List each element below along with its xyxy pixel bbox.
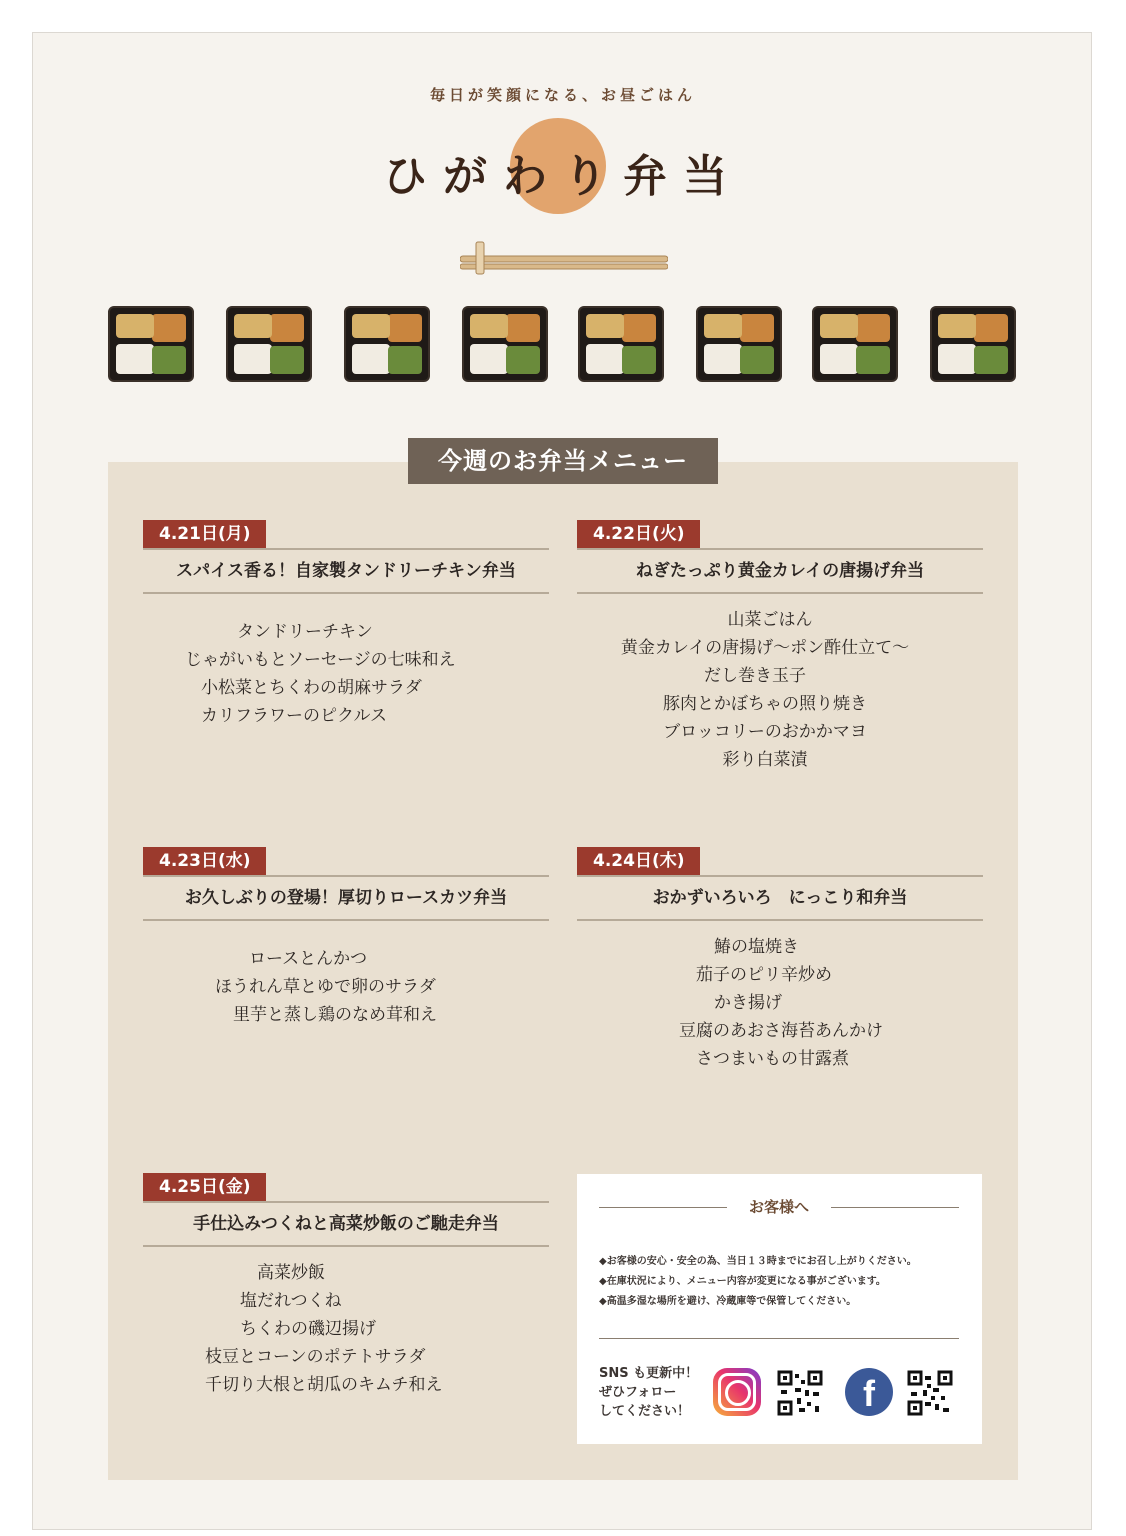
date-badge: 4.24日(木) [577,847,700,875]
divider [599,1338,959,1339]
date-badge: 4.25日(金) [143,1173,266,1201]
notice-line: ◆在庫状況により、メニュー内容が変更になる事がございます。 [599,1276,886,1287]
menu-item: ロースとんかつ [249,949,368,969]
day-card-tue [577,520,983,774]
menu-item: だし巻き玉子 [704,666,806,686]
bento-photo [344,306,430,382]
menu-item: 小松菜とちくわの胡麻サラダ [201,678,422,698]
menu-items [143,618,549,730]
bento-title: ねぎたっぷり黄金カレイの唐揚げ弁当 [577,550,983,594]
menu-item: 千切り大根と胡瓜のキムチ和え [205,1375,443,1395]
menu-item: 黄金カレイの唐揚げ～ポン酢仕立て～ [620,638,910,658]
menu-item: さつまいもの甘露煮 [696,1049,849,1069]
menu-item: 高菜炒飯 [257,1263,325,1283]
bento-photo [108,306,194,382]
bento-photo-strip [108,306,1018,392]
notice-heading: お客様へ [599,1196,959,1216]
menu-item: 茄子のピリ辛炒め [696,965,832,985]
menu-item: 山菜ごはん [727,610,813,630]
bento-photo [226,306,312,382]
menu-item: かき揚げ [714,993,782,1013]
bento-title: お久しぶりの登場！厚切りロースカツ弁当 [143,877,549,921]
menu-item: 豚肉とかぼちゃの照り焼き [663,694,867,714]
date-badge: 4.23日(水) [143,847,266,875]
logo-title: ひがわり弁当 [383,151,743,202]
instagram-qr-code[interactable] [777,1370,823,1416]
chopsticks-icon [460,240,668,276]
day-card-mon [143,520,549,730]
menu-item: 枝豆とコーンのポテトサラダ [205,1347,426,1367]
section-title: 今週のお弁当メニュー [408,438,718,484]
menu-item: ほうれん草とゆで卵のサラダ [215,977,436,997]
day-card-wed [143,847,549,1029]
tagline: 毎日が笑顔になる、お昼ごはん [429,86,696,104]
menu-item: 塩だれつくね [240,1291,342,1311]
menu-item: 里芋と蒸し鶏のなめ茸和え [233,1005,437,1025]
menu-item: じゃがいもとソーセージの七味和え [185,650,456,670]
sns-message [599,1364,719,1421]
menu-item: 鰆の塩焼き [714,937,799,957]
sns-line: SNS も更新中！ [599,1366,699,1381]
menu-items [143,1259,549,1399]
facebook-icon[interactable]: f [845,1368,893,1416]
notice-line: ◆高温多湿な場所を避け、冷蔵庫等で保管してください。 [599,1296,857,1307]
menu-item: 豆腐のあおさ海苔あんかけ [679,1021,883,1041]
day-card-thu [577,847,983,1073]
day-card-fri [143,1173,549,1399]
bento-title: スパイス香る！自家製タンドリーチキン弁当 [143,550,549,594]
menu-item: 彩り白菜漬 [722,750,808,770]
customer-notice-box [577,1174,982,1444]
bento-title: 手仕込みつくねと高菜炒飯のご馳走弁当 [143,1203,549,1247]
bento-photo [812,306,898,382]
menu-item: タンドリーチキン [237,622,373,642]
menu-items [143,945,549,1029]
menu-items [577,933,983,1073]
sns-line: してください！ [599,1404,691,1419]
date-badge: 4.21日(月) [143,520,266,548]
bento-photo [696,306,782,382]
bento-title: おかずいろいろ にっこり和弁当 [577,877,983,921]
bento-photo [578,306,664,382]
bento-photo [930,306,1016,382]
notice-lines [599,1252,964,1312]
instagram-icon[interactable] [713,1368,761,1416]
notice-line: ◆お客様の安心・安全の為、当日１３時までにお召し上がりください。 [599,1256,917,1267]
menu-items [577,606,983,774]
date-badge: 4.22日(火) [577,520,700,548]
menu-item: カリフラワーのピクルス [201,706,387,726]
menu-item: ちくわの磯辺揚げ [240,1319,376,1339]
menu-item: ブロッコリーのおかかマヨ [663,722,867,742]
sns-line: ぜひフォロー [599,1385,677,1400]
bento-photo [462,306,548,382]
facebook-qr-code[interactable] [907,1370,953,1416]
